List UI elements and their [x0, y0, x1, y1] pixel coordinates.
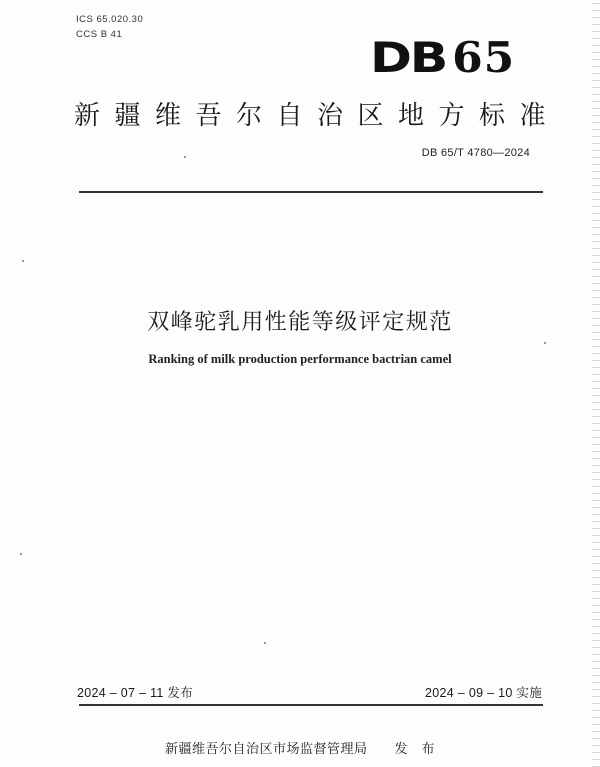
top-divider: [79, 191, 543, 193]
issue-date: 2024 – 07 – 11 发布: [77, 686, 194, 700]
implementation-date: 2024 – 09 – 10 实施: [425, 686, 542, 700]
classification-codes: [76, 12, 143, 42]
db-logo-letters: DB: [370, 34, 446, 83]
document-title-chinese: 双峰驼乳用性能等级评定规范: [147, 310, 453, 335]
ccs-code: CCS B 41: [76, 29, 123, 40]
db-logo-number: 65: [452, 34, 516, 83]
scan-speck: [22, 260, 24, 262]
scan-speck: [184, 156, 186, 158]
scan-border-edge: [592, 0, 600, 767]
ics-code: ICS 65.020.30: [76, 14, 144, 25]
scan-speck: [20, 553, 22, 555]
standard-type-heading: 新疆维吾尔自治区地方标准: [74, 101, 561, 131]
document-title-english: Ranking of milk production performance bactrian camel: [148, 352, 452, 366]
issuing-authority: 新疆维吾尔自治区市场监督管理局 发 布: [164, 742, 435, 757]
scan-speck: [544, 342, 546, 344]
standard-number: DB 65/T 4780—2024: [421, 147, 530, 159]
db-logo: [370, 34, 515, 82]
bottom-divider: [79, 704, 543, 706]
scan-speck: [264, 642, 266, 644]
